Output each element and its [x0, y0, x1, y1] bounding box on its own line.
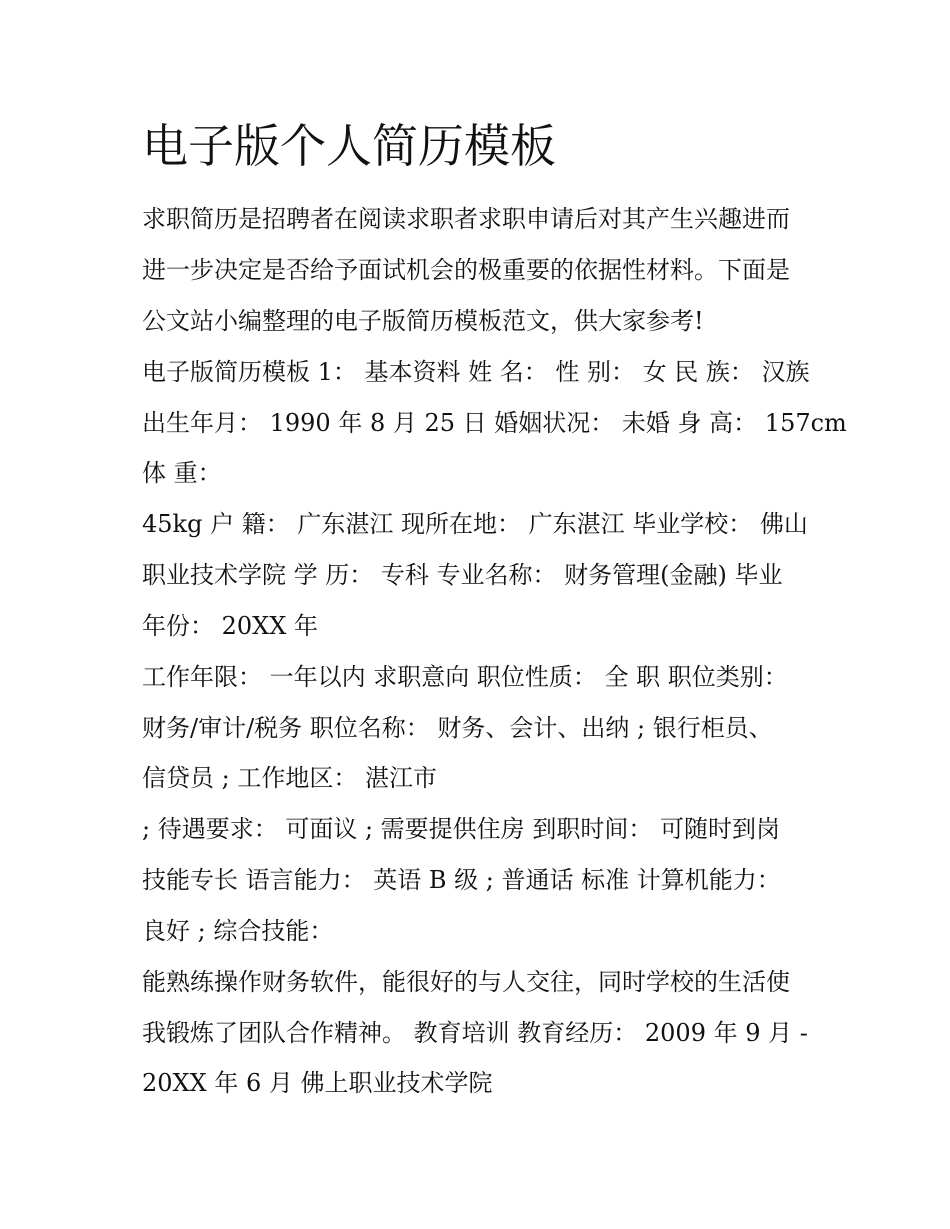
body-line-1: 求职简历是招聘者在阅读求职者求职申请后对其产生兴趣进而 — [142, 205, 790, 233]
body-line-9: 年份： 20XX 年 — [142, 612, 318, 640]
body-line-13: ; 待遇要求： 可面议 ; 需要提供住房 到职时间： 可随时到岗 — [142, 815, 780, 843]
body-line-14: 技能专长 语言能力： 英语 B 级 ; 普通话 标准 计算机能力： — [142, 866, 781, 894]
body-line-5: 出生年月： 1990 年 8 月 25 日 婚姻状况： 未婚 身 高： 157cm — [142, 409, 847, 437]
body-line-6: 体 重： — [142, 459, 222, 487]
document-title: 电子版个人简历模板 — [142, 119, 556, 173]
body-line-7: 45kg 户 籍： 广东湛江 现所在地： 广东湛江 毕业学校： 佛山 — [142, 510, 808, 538]
body-line-10: 工作年限： 一年以内 求职意向 职位性质： 全 职 职位类别： — [142, 663, 788, 691]
body-line-4: 电子版简历模板 1： 基本资料 姓 名： 性 别： 女 民 族： 汉族 — [142, 358, 810, 386]
body-line-3: 公文站小编整理的电子版简历模板范文，供大家参考! — [142, 307, 704, 335]
body-line-16: 能熟练操作财务软件，能很好的与人交往，同时学校的生活使 — [142, 968, 790, 996]
body-line-18: 20XX 年 6 月 佛上职业技术学院 — [142, 1069, 493, 1097]
body-line-8: 职业技术学院 学 历： 专科 专业名称： 财务管理(金融) 毕业 — [142, 561, 783, 589]
body-line-11: 财务/审计/税务 职位名称： 财务、会计、出纳 ; 银行柜员、 — [142, 714, 773, 742]
body-line-17: 我锻炼了团队合作精神。 教育培训 教育经历： 2009 年 9 月 - — [142, 1019, 808, 1047]
body-line-2: 进一步决定是否给予面试机会的极重要的依据性材料。下面是 — [142, 256, 790, 284]
body-line-15: 良好 ; 综合技能： — [142, 917, 334, 945]
body-line-12: 信贷员 ; 工作地区： 湛江市 — [142, 764, 437, 792]
